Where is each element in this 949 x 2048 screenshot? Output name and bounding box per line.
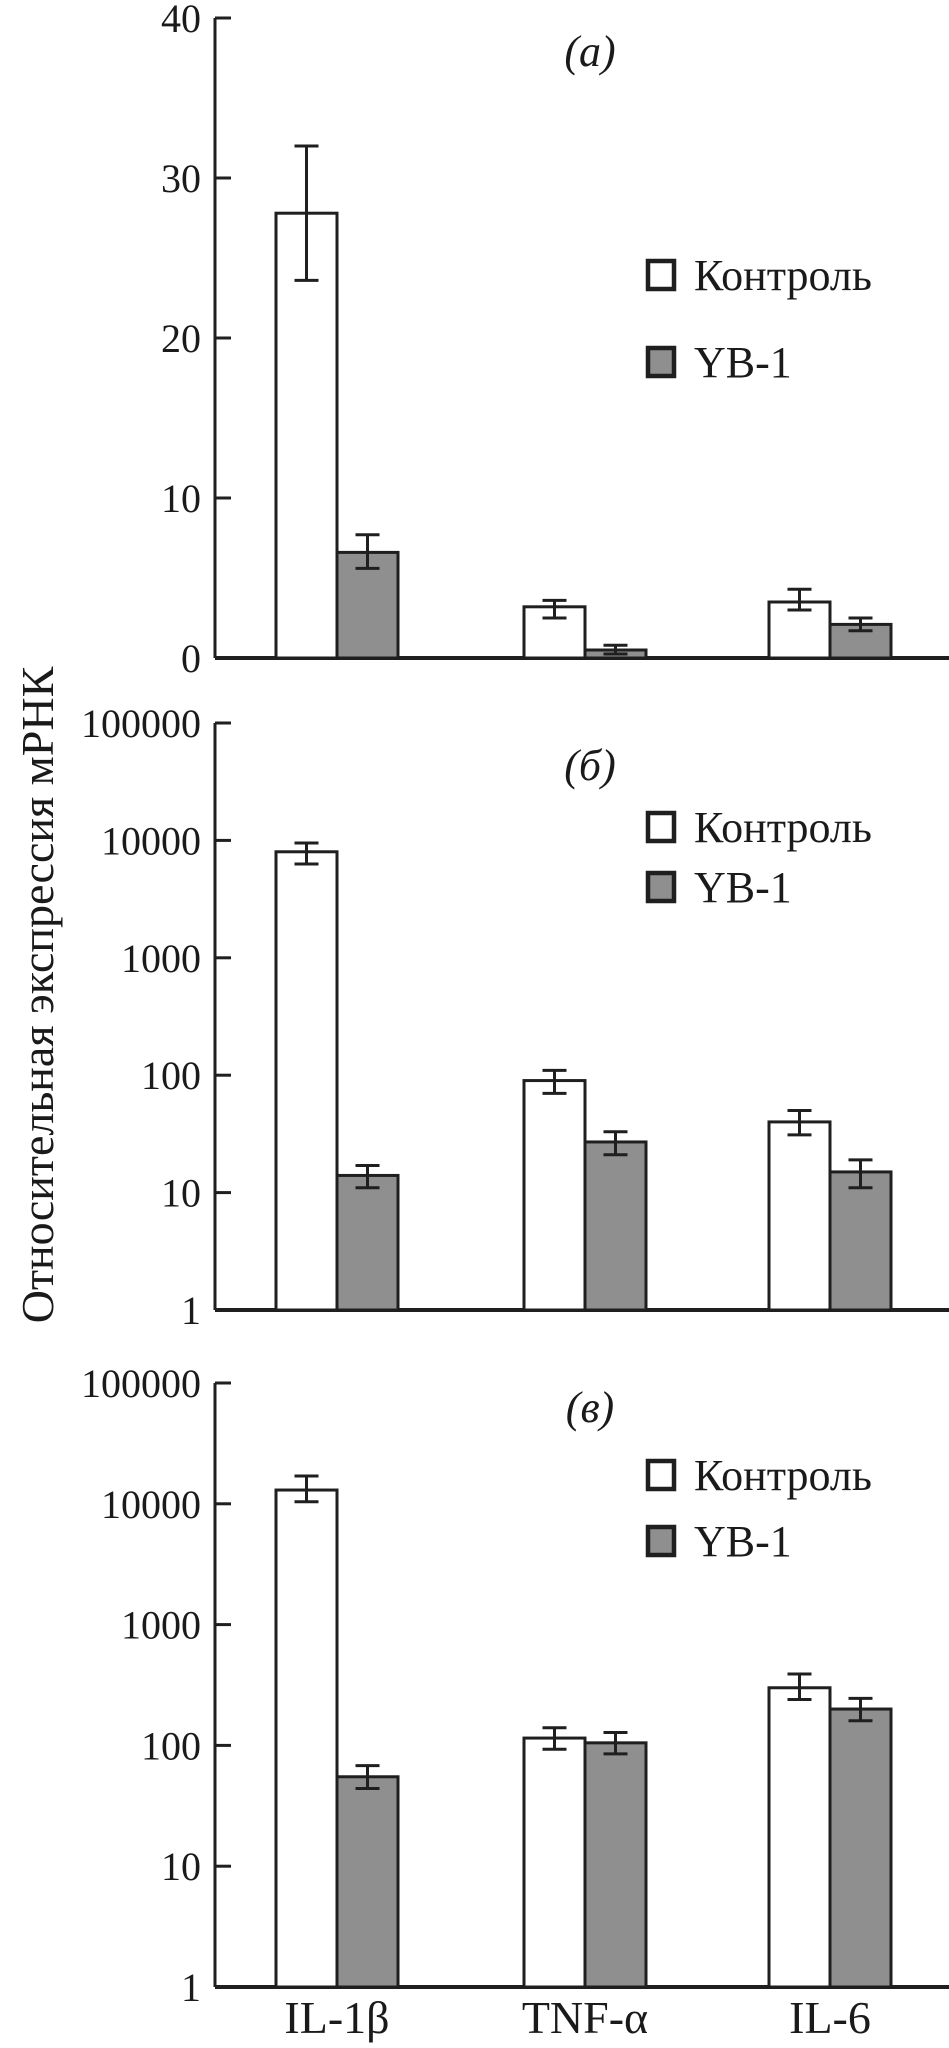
- chart-panel: [81, 1361, 949, 2043]
- y-tick-label: 1: [181, 1288, 201, 1333]
- y-tick-label: 1000: [121, 1602, 201, 1648]
- y-tick-label: 1: [181, 1965, 201, 2010]
- legend-label: Контроль: [694, 1451, 872, 1500]
- bar-control: [276, 1490, 337, 1987]
- bar-yb1: [830, 1172, 891, 1310]
- y-tick-label: 40: [161, 0, 201, 41]
- bar-control: [524, 1738, 585, 1987]
- bar-control: [769, 1122, 830, 1310]
- legend-marker-yb1: [648, 873, 674, 901]
- bar-yb1: [337, 1175, 398, 1310]
- x-category-label: IL-1β: [284, 1992, 390, 2043]
- y-axis-title: Относительная экспрессия мРНК: [12, 666, 63, 1324]
- bar-yb1: [830, 1709, 891, 1987]
- legend-marker-yb1: [648, 348, 674, 376]
- y-tick-label: 20: [161, 316, 201, 361]
- chart-panel: [81, 701, 949, 1333]
- y-tick-label: 100: [141, 1723, 201, 1769]
- y-tick-label: 10: [161, 1844, 201, 1890]
- legend-label: Контроль: [694, 803, 872, 852]
- legend-label: Контроль: [694, 251, 872, 300]
- x-category-label: TNF-α: [521, 1992, 649, 2043]
- bar-yb1: [585, 1743, 646, 1987]
- panel-letter: (а): [564, 27, 616, 76]
- y-tick-label: 10000: [101, 1481, 201, 1527]
- bar-control: [769, 1688, 830, 1987]
- legend-label: YB-1: [694, 1517, 792, 1566]
- legend-label: YB-1: [694, 863, 792, 912]
- legend-label: YB-1: [694, 338, 792, 387]
- legend-marker-control: [648, 813, 674, 841]
- legend-marker-control: [648, 261, 674, 289]
- y-tick-label: 100000: [81, 701, 201, 746]
- bar-yb1: [585, 1142, 646, 1310]
- x-category-label: IL-6: [789, 1992, 871, 2043]
- y-tick-label: 100: [141, 1053, 201, 1099]
- y-tick-label: 10: [161, 1170, 201, 1216]
- y-tick-label: 10: [161, 476, 201, 521]
- y-tick-label: 30: [161, 156, 201, 201]
- chart-panel: [161, 0, 949, 681]
- legend-marker-control: [648, 1461, 674, 1489]
- legend-marker-yb1: [648, 1527, 674, 1555]
- bar-control: [276, 852, 337, 1310]
- y-tick-label: 100000: [81, 1361, 201, 1406]
- panel-letter: (б): [564, 741, 616, 790]
- y-tick-label: 1000: [121, 935, 201, 981]
- y-tick-label: 0: [181, 636, 201, 681]
- bar-yb1: [337, 1777, 398, 1987]
- panel-letter: (в): [565, 1383, 615, 1432]
- bar-control: [524, 1081, 585, 1310]
- y-tick-label: 10000: [101, 818, 201, 864]
